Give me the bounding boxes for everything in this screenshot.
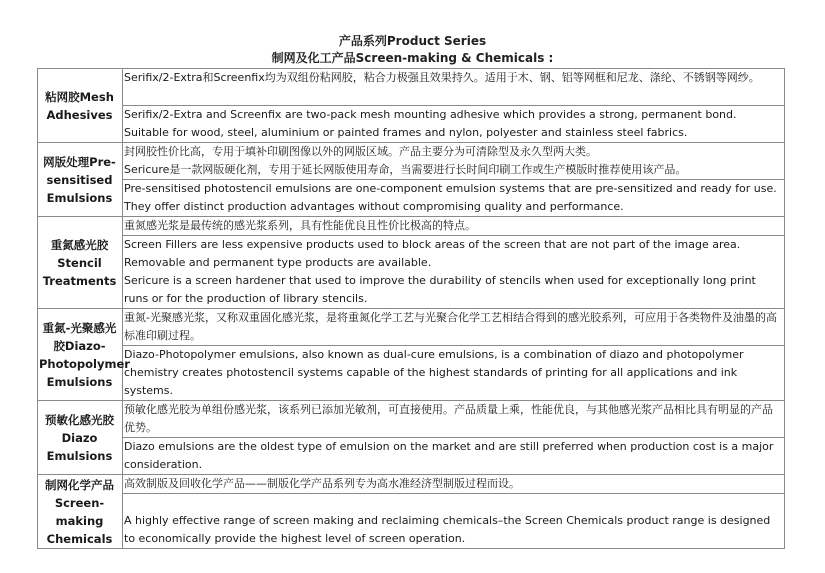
description-zh	[123, 69, 785, 106]
category-name: 重氮感光胶Stencil Treatments	[38, 217, 123, 309]
description-zh	[123, 143, 785, 180]
category-name: 粘网胶Mesh Adhesives	[38, 69, 123, 143]
description-zh	[123, 309, 785, 346]
description-text: Screen Fillers are less expensive products used to block areas of the screen that are not part of the image area. Removable and permanent type products are available. Sericure is a screen hardener that used to improve the durability of stencils when used for exceptionally long print runs or for the production of library stencils.	[124, 238, 756, 305]
table-row	[38, 475, 785, 494]
table-row	[38, 236, 785, 309]
category-name: 网版处理Pre-sensitised Emulsions	[38, 143, 123, 217]
table-row	[38, 438, 785, 475]
description-zh	[123, 401, 785, 438]
table-row	[38, 346, 785, 401]
description-text: Serifix/2-Extra和Screenfix均为双组份粘网胶，粘合力极强且效果持久。适用于木、钢、铝等网框和尼龙、涤纶、不锈钢等网纱。	[124, 71, 760, 84]
description-text: 预敏化感光胶为单组份感光浆，该系列已添加光敏剂，可直接使用。产品质量上乘，性能优良，与其他感光浆产品相比具有明显的产品优势。	[124, 403, 773, 434]
description-en	[123, 236, 785, 309]
table-row	[38, 309, 785, 346]
category-name: 重氮-光聚感光胶Diazo-Photopolymer Emulsions	[38, 309, 123, 401]
product-table	[37, 68, 785, 549]
table-row	[38, 401, 785, 438]
description-text: 封网胶性价比高，专用于填补印刷图像以外的网版区域。产品主要分为可清除型及永久型两大类。 Sericure是一款网版硬化剂，专用于延长网版使用寿命，当需要进行长时间印刷工作或生产模版时推荐使用该产品。	[124, 145, 687, 176]
description-en	[123, 180, 785, 217]
description-en	[123, 494, 785, 549]
table-row	[38, 106, 785, 143]
category-name: 制网化学产品Screen-making Chemicals	[38, 475, 123, 549]
description-text: Pre-sensitised photostencil emulsions are one-component emulsion systems that are pre-sensitized and ready for use. They offer distinct production advantages without compromising quality and performance.	[124, 182, 777, 213]
category-name: 预敏化感光胶Diazo Emulsions	[38, 401, 123, 475]
description-zh	[123, 217, 785, 236]
description-text: 重氮-光聚感光浆，又称双重固化感光浆，是将重氮化学工艺与光聚合化学工艺相结合得到的感光胶系列，可应用于各类物件及油墨的高标准印刷过程。	[124, 311, 777, 342]
description-en	[123, 106, 785, 143]
description-text: 重氮感光浆是最传统的感光浆系列，具有性能优良且性价比极高的特点。	[124, 219, 476, 232]
table-row	[38, 180, 785, 217]
description-zh	[123, 475, 785, 494]
description-text: 高效制版及回收化学产品——制版化学产品系列专为高水准经济型制版过程而设。	[124, 477, 520, 490]
table-row	[38, 494, 785, 549]
page-title: 产品系列Product Series	[338, 34, 487, 48]
description-en	[123, 438, 785, 475]
table-row	[38, 217, 785, 236]
description-text: A highly effective range of screen making and reclaiming chemicals–the Screen Chemicals product range is designed to economically provide the highest level of screen operation.	[124, 514, 771, 545]
description-en	[123, 346, 785, 401]
table-row	[38, 69, 785, 106]
description-text: Diazo-Photopolymer emulsions, also known as dual-cure emulsions, is a combination of diazo and photopolymer chemistry creates photostencil systems capable of the highest standards of printing for all applications and ink systems.	[124, 348, 744, 397]
description-text: Serifix/2-Extra and Screenfix are two-pack mesh mounting adhesive which provides a strong, permanent bond. Suitable for wood, steel, aluminium or painted frames and nylon, polyester and stainless steel fabrics.	[124, 108, 737, 139]
description-text: Diazo emulsions are the oldest type of emulsion on the market and are still preferred when production cost is a major consideration.	[124, 440, 774, 471]
table-row	[38, 143, 785, 180]
page-subtitle: 制网及化工产品Screen-making & Chemicals :	[271, 51, 554, 65]
